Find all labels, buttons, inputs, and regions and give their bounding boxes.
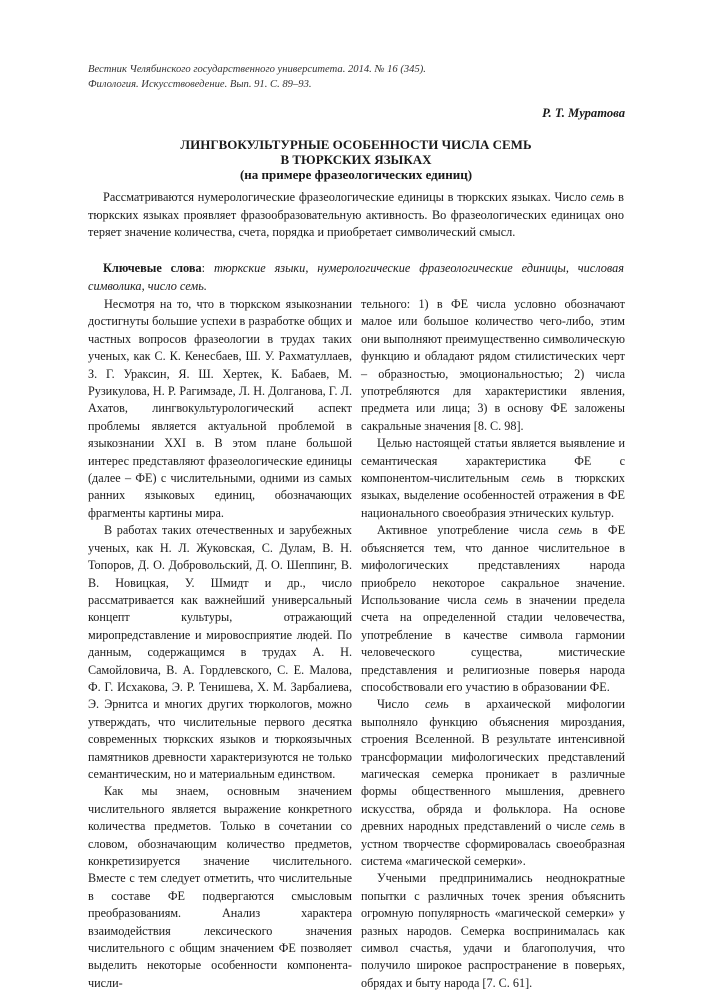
paragraph: Несмотря на то, что в тюркском языкознании достигнуты большие успехи в разработке общих и частных вопросов фразеологии в трудах таких ученых, как С. К. Кенесбаев, Ш. У. Рахматуллаев, З. Г. Ураксин, Я. Ш. Хертек, К. Бабаев, М. Рузикулова, Н. Р. Рагимзаде, Л. Н. Долганова, Г. Л. Ахатов, лингвокультурологический аспект проблемы является актуальной проблемой в языкознании XXI в. В этом плане большой интерес представляют фразеологические единицы (далее – ФЕ) с числительными, одними из самых ранних языковых единиц, обозначающих фрагменты картины мира.	[88, 297, 352, 520]
paragraph: В работах таких отечественных и зарубежных ученых, как Н. Л. Жуковская, С. Дулам, В. Н. Топоров, Д. О. Добровольский, Д. О. Шеппинг, В. В. Новицкая, У. Шмидт и др., число рассматривается как важнейший универсальный концепт культуры, отражающий миропредставление и мировосприятие людей. По данным, содержащимся в трудах А. Н. Самойловича, В. А. Гордлевского, С. Е. Малова, Ф. Г. Исхакова, Э. Р. Тенишева, Х. М. Зарбалиева, Э. Эрнитса и многих других тюркологов, можно утверждать, что числительные первого десятка современных тюркских языков и тюркоязычных памятников древности характеризуются не только семантическим, но и материальным единством.	[88, 523, 352, 781]
author-name: Р. Т. Муратова	[542, 106, 625, 120]
article-title	[88, 137, 624, 182]
keywords: Ключевые слова: тюркские языки, нумерологические фразеологические единицы, числовая символика, число семь.	[88, 261, 624, 293]
title-line-1: ЛИНГВОКУЛЬТУРНЫЕ ОСОБЕННОСТИ ЧИСЛА СЕМЬ	[180, 137, 532, 152]
journal-citation-line: Вестник Челябинского государственного университета. 2014. № 16 (345).	[88, 64, 426, 75]
paragraph: тельного: 1) в ФЕ числа условно обозначают малое или большое количество чего-либо, этим они выполняют преимущественно символическую функцию и обладают рядом стилистических черт – образностью, эмоциональностью; 2) числа употребляются для характеристики явления, предмета или лица; 3) в основу ФЕ заложены сакральные значения [8. С. 98].	[361, 297, 625, 433]
journal-issue-line: Филология. Искусствоведение. Вып. 91. С. 89–93.	[88, 79, 312, 90]
right-column	[361, 296, 625, 992]
title-subtitle: (на примере фразеологических единиц)	[239, 167, 473, 182]
journal-header	[88, 62, 628, 92]
abstract: Рассматриваются нумерологические фразеологические единицы в тюркских языках. Число семь в тюркских языках проявляет фразообразовательную активность. Во фразеологических единицах оно теряет значение количества, счета, порядка и приобретает символический смысл.	[88, 190, 624, 240]
left-column	[88, 296, 352, 992]
keywords-text: тюркские языки, нумерологические фразеологические единицы, числовая символика, число семь.	[88, 261, 624, 293]
abstract-emphasis: семь	[590, 190, 615, 204]
paragraph: Активное употребление числа семь в ФЕ объясняется тем, что данное числительное в мифологических представлениях народа приобрело некоторое сакральное значение. Использование числа семь в значении предела счета на определенной стадии человечества, употребление в качестве символа гармонии человеческого существа, мистические представления и религиозные поверья народа способствовали его участию в образовании ФЕ.	[361, 523, 626, 694]
paragraph: Целью настоящей статьи является выявление и семантическая характеристика ФЕ с компонентом-числительным семь в тюркских языках, выделение особенностей отражения в ФЕ национального своеобразия этнических культур.	[361, 436, 625, 520]
keywords-label: Ключевые слова	[103, 261, 202, 275]
paragraph: Как мы знаем, основным значением числительного является выражение конкретного количества предметов. Только в сочетании со словом, обозначающим количество предметов, конкретизируется значение числительного. Вместе с тем следует отметить, что числительные в составе ФЕ подвергаются смысловым преобразованиям. Анализ характера взаимодействия лексического значения числительного с общим значением ФЕ позволяет выделить некоторые особенности компонента-числи-	[88, 784, 352, 990]
paragraph: Учеными предпринимались неоднократные попытки с различных точек зрения объяснить огромную популярность «магической семерки» у разных народов. Семерка воспринималась как символ счастья, удачи и благополучия, что получило широкое распространение в поверьях, обрядах и быту народа [7. С. 61].	[361, 871, 625, 990]
paragraph: Число семь в архаической мифологии выполняло функцию объяснения мироздания, строения Вселенной. В результате интенсивной трансформации мифологических представлений магическая семерка проникает в различные формы общественного мышления, древнего искусства, обряда и фольклора. На основе древних народных представлений о числе семь в устном творчестве сформировалась своеобразная система «магической семерки».	[361, 697, 626, 868]
title-line-2: В ТЮРКСКИХ ЯЗЫКАХ	[280, 152, 432, 167]
